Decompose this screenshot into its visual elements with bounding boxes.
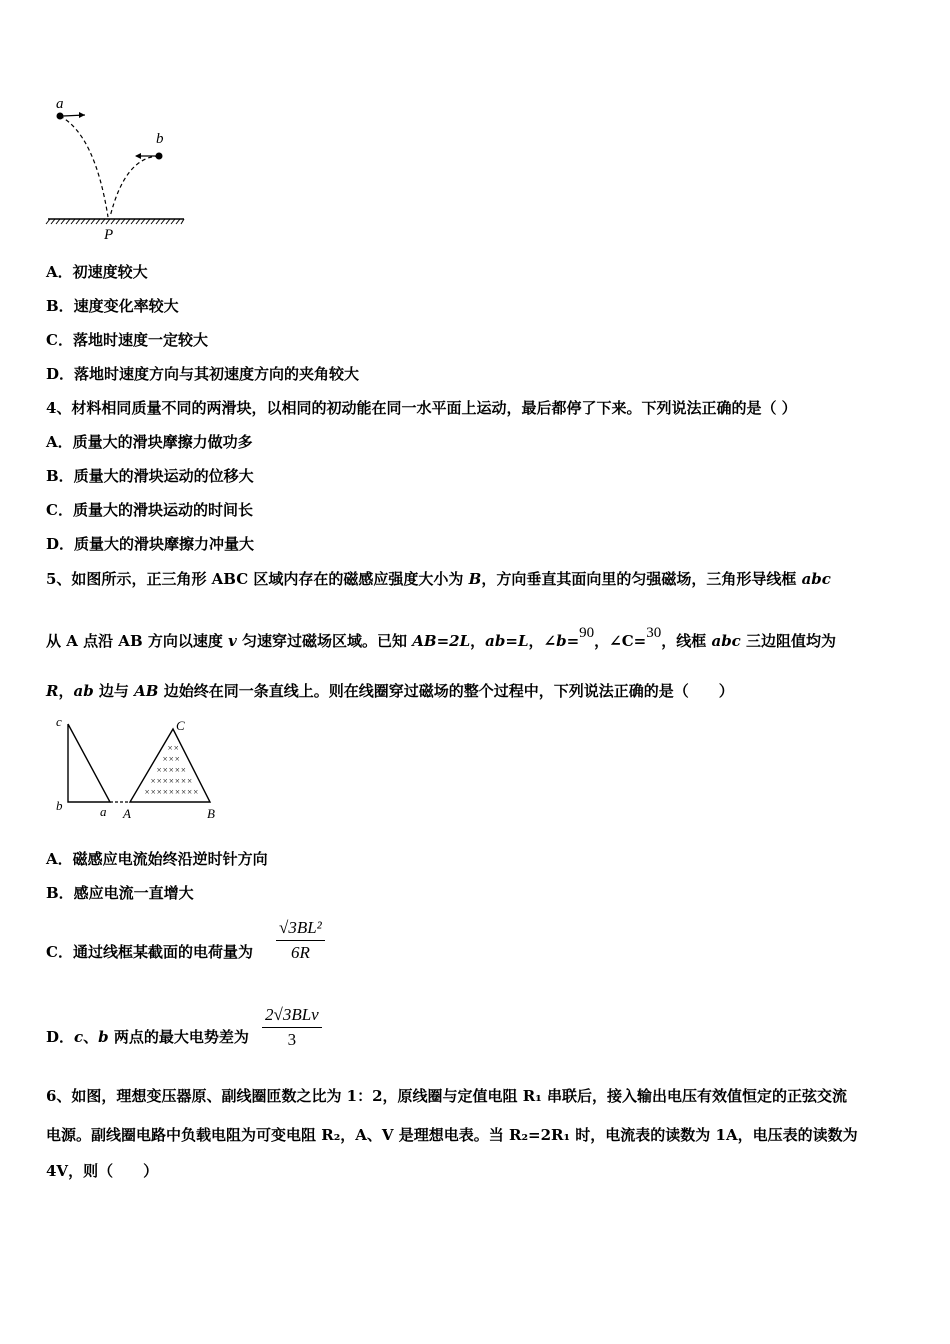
label-a: a [56,96,64,112]
q6-stem-line3: 4V，则（ ） [46,1162,159,1180]
q4-option-b[interactable]: B．质量大的滑块运动的位移大 [46,467,254,485]
q3-option-c[interactable]: C．落地时速度一定较大 [46,331,208,349]
q5-stem-line2: 从 A 点沿 AB 方向以速度 v 匀速穿过磁场区域。已知 AB=2L，ab=L，∠b=90，∠C=30，线框 abc 三边阻值均为 [46,625,837,650]
label-b: b [156,131,164,147]
label-C: C [176,718,185,733]
q4-option-d[interactable]: D．质量大的滑块摩擦力冲量大 [46,535,255,553]
ball-a [57,113,64,120]
ball-b [156,153,163,160]
label-A: A [123,806,131,821]
svg-text:××: ×× [167,743,180,753]
q5-option-c-fraction [276,918,325,963]
label-a-vertex: a [100,804,107,819]
q6-stem-line1: 6、如图，理想变压器原、副线圈匝数之比为 1：2，原线圈与定值电阻 R₁ 串联后，接入输出电压有效值恒定的正弦交流 [46,1087,848,1105]
q3-option-a[interactable]: A．初速度较大 [46,263,148,281]
projectile-figure [40,95,200,245]
fraction-denominator: 3 [287,1030,297,1049]
velocity-arrow-b [135,153,156,159]
label-b-vertex: b [56,798,63,813]
ground [46,219,184,224]
q5-stem-line1: 5、如图所示，正三角形 ABC 区域内存在的磁感应强度大小为 B，方向垂直其面向里的匀强磁场，三角形导线框 abc [46,570,831,588]
label-c: c [56,716,62,729]
label-p: P [104,227,114,243]
q5-option-c[interactable]: C．通过线框某截面的电荷量为 [46,943,253,961]
label-B: B [207,806,215,821]
svg-text:×××: ××× [162,754,181,764]
q5-option-b[interactable]: B．感应电流一直增大 [46,884,194,902]
field-crosses [144,743,199,797]
q4-option-c[interactable]: C．质量大的滑块运动的时间长 [46,501,253,519]
velocity-arrow-a [63,112,85,118]
fraction-numerator: √3BL² [279,918,322,937]
triangle-field-figure [50,716,230,824]
svg-text:×××××: ××××× [156,765,187,775]
svg-text:×××××××××: ××××××××× [144,787,199,797]
svg-text:×××××××: ××××××× [150,776,193,786]
fraction-denominator: 6R [290,943,310,962]
q5-option-a[interactable]: A．磁感应电流始终沿逆时针方向 [46,850,268,868]
q3-option-b[interactable]: B．速度变化率较大 [46,297,179,315]
trajectory-a [60,116,108,217]
wire-frame-abc [68,724,110,802]
q6-stem-line2: 电源。副线圈电路中负载电阻为可变电阻 R₂，A、V 是理想电表。当 R₂=2R₁ 时，电流表的读数为 1A，电压表的读数为 [46,1126,858,1144]
q5-stem-line3: R，ab 边与 AB 边始终在同一条直线上。则在线圈穿过磁场的整个过程中，下列说法正确的是（ ） [46,682,734,700]
q4-stem: 4、材料相同质量不同的两滑块，以相同的初动能在同一水平面上运动，最后都停了下来。下列说法正确的是（ ） [46,399,797,417]
q5-option-d-fraction [262,1005,322,1050]
trajectory-b [110,156,159,217]
q5-option-d[interactable]: D．c、b 两点的最大电势差为 [46,1028,249,1046]
q4-option-a[interactable]: A．质量大的滑块摩擦力做功多 [46,433,253,451]
q3-option-d[interactable]: D．落地时速度方向与其初速度方向的夹角较大 [46,365,360,383]
fraction-numerator: 2√3BLv [265,1005,319,1024]
